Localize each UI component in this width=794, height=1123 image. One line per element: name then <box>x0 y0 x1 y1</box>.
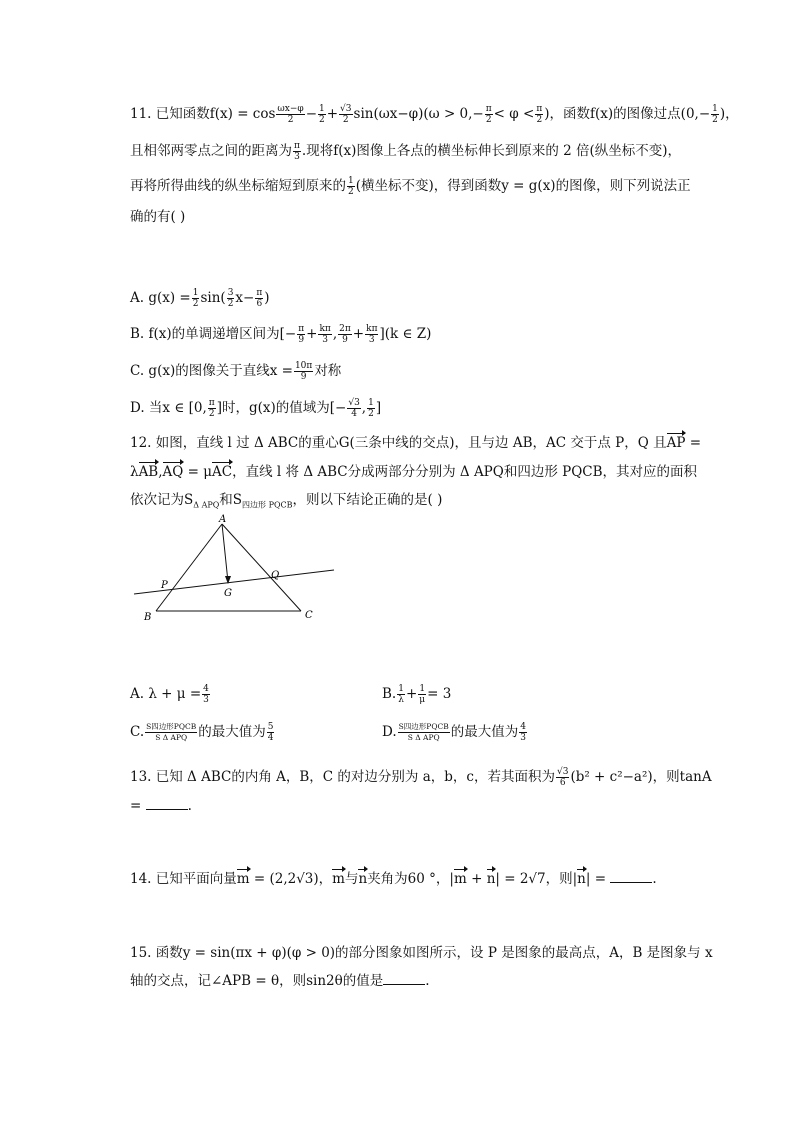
q11-option-a <box>130 288 270 309</box>
frac-num: π <box>298 324 305 334</box>
frac <box>398 722 450 743</box>
q11-frac-num: π <box>536 104 543 114</box>
q14-text: . <box>652 871 657 887</box>
q11-text: < φ < <box>493 106 535 122</box>
frac-num: 1 <box>419 684 426 694</box>
frac-num: √3 <box>348 398 360 408</box>
option-text: 的最大值为 <box>198 724 266 740</box>
frac <box>145 722 197 743</box>
frac-num: kπ <box>319 324 331 334</box>
q11-frac <box>276 104 304 125</box>
vector-n: n <box>358 871 368 887</box>
q12-text: λ <box>130 464 139 480</box>
q12-option-a <box>130 684 211 705</box>
frac <box>202 684 210 705</box>
option-text: ]时，g(x)的值域为[− <box>216 400 347 416</box>
q11-text: − <box>305 106 317 122</box>
q11-frac-num: 1 <box>712 104 718 114</box>
option-text: A. g(x) = <box>130 290 191 306</box>
option-text: , <box>361 400 367 416</box>
q11-frac-den: 2 <box>712 115 718 125</box>
q14-text: + <box>466 871 487 887</box>
frac-den: 4 <box>351 409 357 419</box>
option-text: C. <box>130 724 145 740</box>
label-b: B <box>144 612 152 623</box>
answer-blank[interactable] <box>146 797 188 810</box>
frac <box>519 722 527 743</box>
frac-den: 2 <box>227 299 234 309</box>
q15-text: 15. 函数y = sin(πx + φ)(φ > 0)的部分图象如图所示，设 P 是图象的最高点，A，B 是图象与 x <box>130 945 713 961</box>
frac-num: π <box>208 398 215 408</box>
q12-text: = μ <box>183 464 213 480</box>
frac <box>227 288 235 309</box>
q13-text: . <box>187 798 192 814</box>
frac-den: 3 <box>203 695 209 705</box>
q11-frac <box>347 176 355 197</box>
option-text: + <box>405 686 418 702</box>
side-ac <box>222 524 301 611</box>
frac-num: kπ <box>366 324 378 334</box>
q12-subscript: Δ APQ <box>193 500 220 510</box>
q14-text: | = 2√7，则| <box>495 871 578 887</box>
q12-text: ，则以下结论正确的是( ) <box>292 492 443 508</box>
frac <box>338 324 352 345</box>
frac <box>192 288 200 309</box>
q11-frac-num: π <box>485 104 492 114</box>
median-ag <box>222 524 228 582</box>
q11-frac-den: 2 <box>319 115 325 125</box>
q14-text: 14. 已知平面向量 <box>130 871 237 887</box>
q14-line-1 <box>130 870 657 888</box>
vector-n: n <box>486 871 496 887</box>
frac-den: 3 <box>520 733 526 743</box>
frac <box>208 398 216 419</box>
frac <box>255 288 263 309</box>
option-text: + <box>306 326 318 342</box>
frac-num: π <box>256 288 263 298</box>
option-text: C. g(x)的图像关于直线x = <box>130 363 293 379</box>
option-text: sin( <box>200 290 226 306</box>
q11-line-4 <box>130 208 185 226</box>
q15-text: 轴的交点，记∠APB = θ，则sin2θ的值是 <box>130 973 384 989</box>
option-text: ) <box>264 290 270 306</box>
vector-ab: AB <box>138 464 159 480</box>
side-ab <box>156 524 222 611</box>
q11-line-2 <box>130 141 681 162</box>
frac-den: 6 <box>559 778 566 788</box>
frac-den: μ <box>419 695 426 705</box>
frac <box>365 324 378 345</box>
frac-num: 2π <box>339 324 351 334</box>
q13-text: 13. 已知 Δ ABC的内角 A，B，C 的对边分别为 a，b，c，若其面积为 <box>130 769 555 785</box>
q12-text: 依次记为S <box>130 492 194 508</box>
label-q: Q <box>271 570 280 581</box>
answer-blank[interactable] <box>383 972 425 985</box>
q13-line-1 <box>130 767 712 788</box>
q11-frac-num: 1 <box>348 176 354 186</box>
vector-m: m <box>332 871 345 887</box>
q11-text: )， <box>719 106 739 122</box>
q11-frac-den: 2 <box>287 115 294 125</box>
q12-line-1 <box>130 434 701 452</box>
frac <box>347 398 360 419</box>
frac <box>297 324 305 345</box>
frac <box>294 361 313 382</box>
frac-num: 4 <box>520 722 526 732</box>
q11-text: 且相邻两零点之间的距离为 <box>130 143 292 159</box>
q11-frac <box>535 104 543 125</box>
frac-num: S四边形PQCB <box>398 722 449 731</box>
q11-frac-den: 2 <box>485 115 492 125</box>
q11-frac-num: π <box>294 141 300 151</box>
q11-option-c <box>130 361 341 382</box>
q14-text: | = <box>585 871 607 887</box>
q12-option-d <box>382 722 528 743</box>
frac <box>318 324 331 345</box>
frac <box>267 722 275 743</box>
q12-text: ，直线 l 将 Δ ABC分成两部分分别为 Δ APQ和四边形 PQCB，其对应的面积 <box>232 464 698 480</box>
option-text: D. <box>382 724 397 740</box>
option-text: 对称 <box>314 363 342 379</box>
frac-den: 2 <box>192 299 199 309</box>
frac-num: 3 <box>227 288 234 298</box>
option-text: ] <box>375 400 382 416</box>
frac-num: 1 <box>398 684 404 694</box>
q12-subscript: 四边形 PQCB <box>242 500 293 510</box>
option-text: D. 当x ∈ [0, <box>130 400 207 416</box>
q11-frac-num: √3 <box>340 104 352 114</box>
q11-frac <box>711 104 719 125</box>
q11-text: sin(ωx−φ)(ω > 0,− <box>353 106 484 122</box>
option-text: ](k ∈ Z) <box>379 326 432 342</box>
frac-num: 5 <box>267 722 274 732</box>
q15-text: . <box>425 973 430 989</box>
q13-text: = <box>130 798 142 814</box>
option-text: B. <box>382 686 397 702</box>
frac-num: 10π <box>294 361 313 371</box>
label-c: C <box>305 610 313 621</box>
vector-ap: AP <box>666 435 686 451</box>
q11-frac <box>339 104 352 125</box>
q12-text: = <box>685 435 702 451</box>
q14-text: 夹角为60 °，| <box>367 871 454 887</box>
q11-text: (横坐标不变)，得到函数y = g(x)的图像，则下列说法正 <box>355 178 691 194</box>
frac-den: 9 <box>298 335 305 345</box>
vector-aq: AQ <box>162 464 184 480</box>
frac-den: 3 <box>322 335 329 345</box>
frac-den: 9 <box>342 335 348 345</box>
q11-frac-num: 1 <box>319 104 325 114</box>
frac-den: 2 <box>208 409 215 419</box>
q11-text: + <box>326 106 339 122</box>
frac <box>418 684 426 705</box>
q12-line-2 <box>130 463 697 481</box>
q11-line-3 <box>130 176 691 197</box>
option-text: + <box>352 326 365 342</box>
q11-frac-den: 2 <box>348 187 354 197</box>
label-g: G <box>224 588 232 599</box>
q11-text: .现将f(x)图像上各点的横坐标伸长到原来的 2 倍(纵坐标不变)， <box>301 143 682 159</box>
q11-text: 11. 已知函数f(x) = cos <box>130 106 276 122</box>
vector-ac: AC <box>212 464 233 480</box>
q12-text: 和S <box>219 492 243 508</box>
frac-den: S Δ APQ <box>155 733 188 742</box>
q11-frac-den: 2 <box>536 115 543 125</box>
q14-text: 与 <box>344 871 359 887</box>
q12-text: , <box>158 464 163 480</box>
q11-text: 确的有( ) <box>130 209 186 225</box>
frac-den: 4 <box>267 733 274 743</box>
q11-frac-den: 2 <box>342 115 349 125</box>
q13-line-2 <box>130 797 192 815</box>
frac <box>367 398 375 419</box>
frac-den: S Δ APQ <box>407 733 440 742</box>
q11-line-1 <box>130 104 739 125</box>
q11-option-b <box>130 324 431 345</box>
label-a: A <box>219 514 227 525</box>
option-text: = 3 <box>427 686 452 702</box>
option-text: B. f(x)的单调递增区间为[− <box>130 326 297 342</box>
q12-option-c <box>130 722 275 743</box>
frac-num: 4 <box>203 684 209 694</box>
frac-den: λ <box>398 695 404 705</box>
q14-text: = (2,2√3)， <box>249 871 333 887</box>
frac-den: 3 <box>368 335 375 345</box>
q11-text: 再将所得曲线的纵坐标缩短到原来的 <box>130 178 346 194</box>
frac-num: √3 <box>556 767 569 777</box>
frac-num: 1 <box>192 288 199 298</box>
frac-den: 2 <box>368 409 374 419</box>
q13-text: (b² + c²−a²)，则tanA <box>570 769 712 785</box>
q11-frac <box>293 141 301 162</box>
answer-blank[interactable] <box>610 870 652 883</box>
vector-m: m <box>236 871 250 887</box>
q12-text: 12. 如图，直线 l 过 Δ ABC的重心G(三条中线的交点)，且与边 AB，AC 交于点 P，Q 且 <box>130 435 667 451</box>
frac-num: 1 <box>368 398 374 408</box>
q11-frac <box>318 104 326 125</box>
frac-num: S四边形PQCB <box>146 722 197 731</box>
vector-m: m <box>453 871 467 887</box>
q11-option-d <box>130 398 381 419</box>
q11-text: )，函数f(x)的图像过点(0,− <box>544 106 711 122</box>
vector-n: n <box>577 871 586 887</box>
triangle-figure <box>130 512 340 627</box>
frac <box>556 767 569 788</box>
option-text: x− <box>235 290 255 306</box>
q15-line-2 <box>130 972 430 990</box>
frac <box>397 684 405 705</box>
frac-den: 9 <box>300 372 307 382</box>
q11-frac-den: 3 <box>294 152 300 162</box>
option-text: A. λ + μ = <box>130 686 202 702</box>
option-text: , <box>332 326 338 342</box>
q11-frac <box>485 104 493 125</box>
label-p: P <box>161 580 168 591</box>
q15-line-1 <box>130 944 713 962</box>
frac-den: 6 <box>256 299 263 309</box>
q11-frac-num: ωx−φ <box>277 104 304 114</box>
q12-option-b <box>382 684 451 705</box>
option-text: 的最大值为 <box>450 724 519 740</box>
